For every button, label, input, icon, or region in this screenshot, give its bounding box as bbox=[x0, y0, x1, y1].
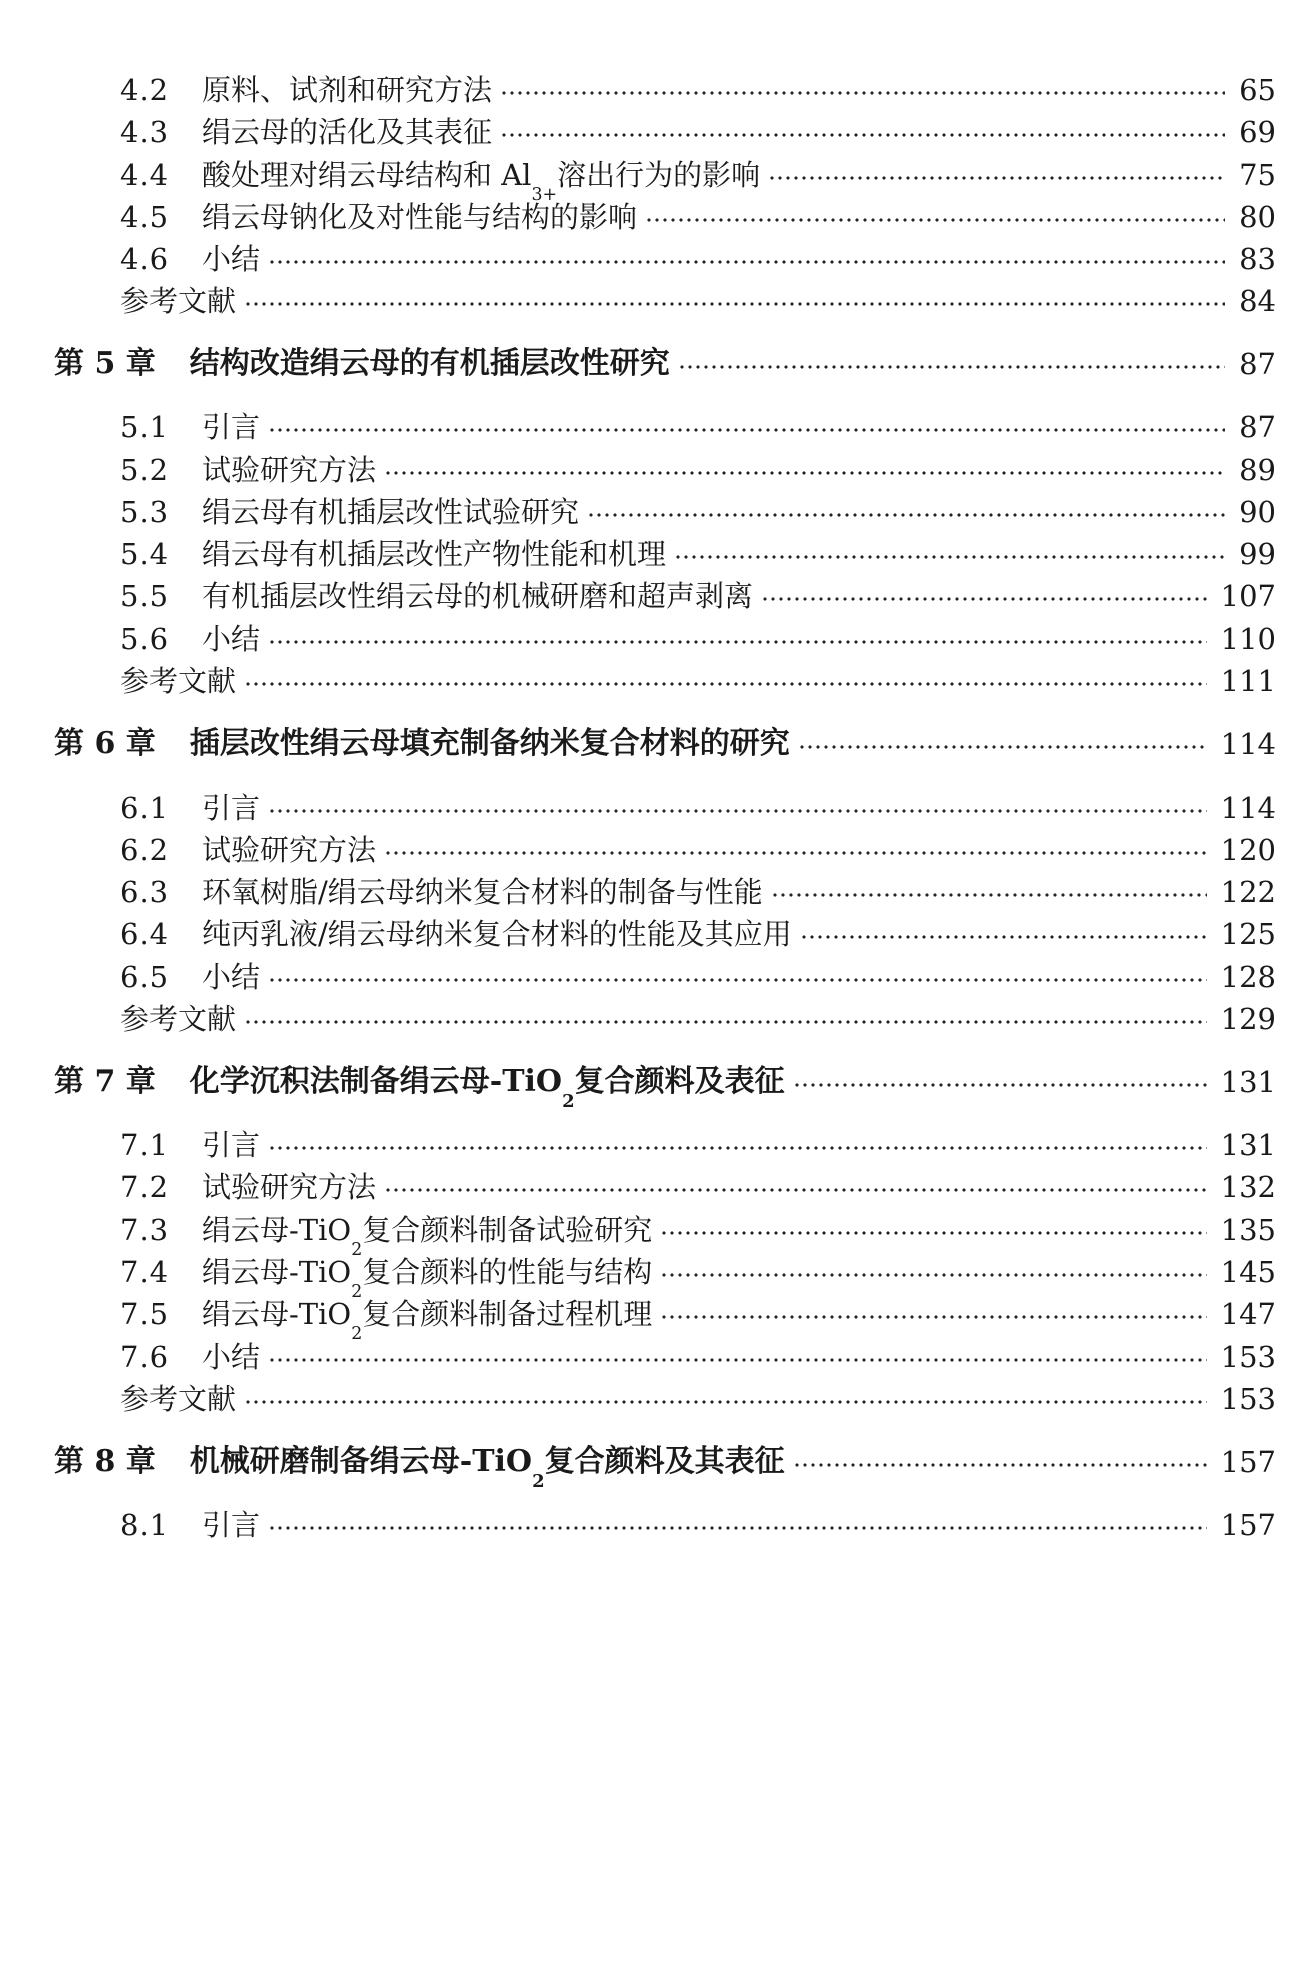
toc-entry-title: 试验研究方法 bbox=[202, 1170, 377, 1204]
toc-entry-number: 7.5 bbox=[120, 1297, 170, 1331]
toc-entry-title: 绢云母-TiO bbox=[202, 1297, 352, 1331]
toc-page-number: 157 bbox=[1220, 1445, 1276, 1479]
toc-entry-heading bbox=[54, 344, 670, 384]
toc-entry-heading bbox=[120, 661, 236, 701]
toc-entry-number: 6.4 bbox=[120, 917, 170, 951]
toc-entry-number: 第 7 章 bbox=[54, 1064, 156, 1099]
toc-entry-title-continued: 复合颜料的性能与结构 bbox=[362, 1255, 653, 1289]
toc-entry-title-continued: 复合颜料及表征 bbox=[574, 1064, 785, 1099]
toc-entry-number: 5.4 bbox=[120, 537, 170, 571]
toc-entry-heading: 7.4 绢云母-TiO 2 复合颜料的性能与结构 bbox=[120, 1252, 652, 1292]
toc-entry-title-continued: 复合颜料制备过程机理 bbox=[362, 1297, 653, 1331]
toc-entry-title: 插层改性绢云母填充制备纳米复合材料的研究 bbox=[189, 726, 790, 761]
toc-entry-title: 机械研磨制备绢云母-TiO bbox=[189, 1444, 533, 1479]
toc-entry-number: 6.5 bbox=[120, 960, 170, 994]
dot-leader bbox=[244, 298, 1225, 310]
toc-page-number: 157 bbox=[1220, 1508, 1276, 1542]
toc-entry-number: 7.2 bbox=[120, 1170, 170, 1204]
dot-leader bbox=[244, 1396, 1207, 1408]
toc-entry-number: 第 5 章 bbox=[54, 346, 156, 381]
toc-entry-title: 酸处理对绢云母结构和 Al bbox=[202, 158, 532, 192]
toc-entry-number: 6.2 bbox=[120, 833, 170, 867]
dot-leader bbox=[793, 1459, 1207, 1471]
toc-references-row[interactable] bbox=[120, 1365, 1276, 1419]
toc-entry-title: 参考文献 bbox=[120, 1382, 237, 1416]
toc-entry-number: 6.1 bbox=[120, 791, 170, 825]
toc-entry-title: 绢云母钠化及对性能与结构的影响 bbox=[202, 200, 638, 234]
toc-entry-number: 8.1 bbox=[120, 1508, 170, 1542]
toc-page-number: 114 bbox=[1220, 791, 1276, 825]
toc-page-number: 80 bbox=[1239, 200, 1276, 234]
toc-page-number: 131 bbox=[1220, 1065, 1276, 1099]
toc-entry-number: 4.4 bbox=[120, 158, 170, 192]
toc-entry-title: 绢云母-TiO bbox=[202, 1213, 352, 1247]
toc-entry-number: 7.4 bbox=[120, 1255, 170, 1289]
toc-entry-heading bbox=[120, 1505, 260, 1545]
toc-entry-heading: 4.4 酸处理对绢云母结构和 Al 3+ 溶出行为的影响 bbox=[120, 155, 760, 195]
toc-entry-title: 小结 bbox=[202, 242, 261, 276]
dot-leader bbox=[800, 931, 1207, 943]
toc-page-number: 87 bbox=[1239, 347, 1276, 381]
dot-leader bbox=[761, 593, 1207, 605]
toc-entry-number: 5.6 bbox=[120, 622, 170, 656]
toc-chapter-row[interactable] bbox=[54, 1048, 1276, 1112]
dot-leader bbox=[660, 1311, 1206, 1323]
toc-entry-title: 小结 bbox=[202, 622, 261, 656]
toc-page-number: 135 bbox=[1220, 1213, 1276, 1247]
toc-entry-heading bbox=[54, 724, 790, 764]
toc-entry-heading bbox=[120, 999, 236, 1039]
toc-entry-title: 试验研究方法 bbox=[202, 453, 377, 487]
toc-page-number: 128 bbox=[1220, 960, 1276, 994]
toc-entry-title: 有机插层改性绢云母的机械研磨和超声剥离 bbox=[202, 579, 754, 613]
toc-page-number: 84 bbox=[1239, 284, 1276, 318]
toc-page-number: 90 bbox=[1239, 495, 1276, 529]
toc-entry-title: 原料、试剂和研究方法 bbox=[202, 73, 493, 107]
toc-page-number: 89 bbox=[1239, 453, 1276, 487]
toc-page-number: 153 bbox=[1220, 1382, 1276, 1416]
toc-entry-title: 引言 bbox=[202, 791, 261, 825]
toc-entry-number: 5.5 bbox=[120, 579, 170, 613]
toc-entry-title-continued: 复合颜料及其表征 bbox=[544, 1444, 785, 1479]
toc-entry-title: 引言 bbox=[202, 1508, 261, 1542]
toc-entry-number: 6.3 bbox=[120, 875, 170, 909]
toc-references-row[interactable] bbox=[120, 985, 1276, 1039]
toc-chapter-row[interactable] bbox=[54, 1428, 1276, 1492]
toc-entry-title: 参考文献 bbox=[120, 1002, 237, 1036]
dot-leader bbox=[268, 424, 1225, 436]
toc-page-number: 65 bbox=[1239, 73, 1276, 107]
toc-page-number: 99 bbox=[1239, 537, 1276, 571]
toc-page-number: 125 bbox=[1220, 917, 1276, 951]
toc-entry-heading bbox=[120, 1379, 236, 1419]
toc-entry-number: 7.6 bbox=[120, 1340, 170, 1374]
toc-page-number: 153 bbox=[1220, 1340, 1276, 1374]
toc-page-number: 114 bbox=[1220, 727, 1276, 761]
toc-entry-number: 5.1 bbox=[120, 410, 170, 444]
toc-chapter-row[interactable] bbox=[54, 330, 1276, 384]
toc-entry-number: 5.2 bbox=[120, 453, 170, 487]
toc-entry-title: 化学沉积法制备绢云母-TiO bbox=[189, 1064, 563, 1099]
toc-entry-title: 小结 bbox=[202, 960, 261, 994]
toc-entry-heading bbox=[120, 281, 236, 321]
toc-page-number: 75 bbox=[1239, 158, 1276, 192]
toc-references-row[interactable] bbox=[120, 267, 1276, 321]
toc-page-number: 107 bbox=[1220, 579, 1276, 613]
dot-leader bbox=[678, 361, 1225, 373]
dot-leader bbox=[798, 741, 1207, 753]
toc-page-number: 110 bbox=[1220, 622, 1276, 656]
toc-page-number: 83 bbox=[1239, 242, 1276, 276]
dot-leader bbox=[500, 129, 1225, 141]
toc-entry-title: 引言 bbox=[202, 1128, 261, 1162]
toc-entry-title: 环氧树脂/绢云母纳米复合材料的制备与性能 bbox=[202, 875, 763, 909]
toc-entry-heading: 7.5 绢云母-TiO 2 复合颜料制备过程机理 bbox=[120, 1294, 652, 1334]
toc-entry-title-continued: 溶出行为的影响 bbox=[557, 158, 761, 192]
toc-entry-title-continued: 复合颜料制备试验研究 bbox=[362, 1213, 653, 1247]
dot-leader bbox=[384, 1184, 1207, 1196]
toc-page-number: 129 bbox=[1220, 1002, 1276, 1036]
dot-leader bbox=[244, 1016, 1207, 1028]
toc-entry-title: 绢云母有机插层改性产物性能和机理 bbox=[202, 537, 667, 571]
toc-entry-title: 绢云母-TiO bbox=[202, 1255, 352, 1289]
toc-entry-title: 参考文献 bbox=[120, 664, 237, 698]
toc-references-row[interactable] bbox=[120, 647, 1276, 701]
dot-leader bbox=[793, 1079, 1207, 1091]
toc-entry-title: 纯丙乳液/绢云母纳米复合材料的性能及其应用 bbox=[202, 917, 792, 951]
toc-entry-heading: 第 8 章 机械研磨制备绢云母-TiO 2 复合颜料及其表征 bbox=[54, 1444, 785, 1492]
toc-entry-title: 试验研究方法 bbox=[202, 833, 377, 867]
toc-page-number: 147 bbox=[1220, 1297, 1276, 1331]
toc-entry-heading: 7.3 绢云母-TiO 2 复合颜料制备试验研究 bbox=[120, 1210, 652, 1250]
toc-entry-title: 小结 bbox=[202, 1340, 261, 1374]
toc-page-number: 69 bbox=[1239, 115, 1276, 149]
toc-entry-number: 第 8 章 bbox=[54, 1444, 156, 1479]
toc-entry-number: 4.2 bbox=[120, 73, 170, 107]
toc-entry-number: 第 6 章 bbox=[54, 726, 156, 761]
toc-entry-title: 参考文献 bbox=[120, 284, 237, 318]
toc-entry-title: 引言 bbox=[202, 410, 261, 444]
toc-entry-number: 7.1 bbox=[120, 1128, 170, 1162]
toc-page-number: 122 bbox=[1220, 875, 1276, 909]
toc-section-row[interactable] bbox=[120, 1491, 1276, 1545]
toc-chapter-row[interactable] bbox=[54, 710, 1276, 764]
toc-page-number: 132 bbox=[1220, 1170, 1276, 1204]
toc-entry-title: 绢云母的活化及其表征 bbox=[202, 115, 493, 149]
toc-entry-number: 7.3 bbox=[120, 1213, 170, 1247]
toc-entry-number: 4.5 bbox=[120, 200, 170, 234]
toc-entry-number: 4.3 bbox=[120, 115, 170, 149]
toc-page-number: 145 bbox=[1220, 1255, 1276, 1289]
toc-entry-title: 绢云母有机插层改性试验研究 bbox=[202, 495, 580, 529]
toc-entry-title: 结构改造绢云母的有机插层改性研究 bbox=[189, 346, 670, 381]
toc-page-number: 120 bbox=[1220, 833, 1276, 867]
toc-page-number: 87 bbox=[1239, 410, 1276, 444]
dot-leader bbox=[244, 678, 1207, 690]
toc-entry-number: 5.3 bbox=[120, 495, 170, 529]
dot-leader bbox=[268, 1522, 1207, 1534]
toc-page-number: 111 bbox=[1220, 664, 1276, 698]
toc-page-number: 131 bbox=[1220, 1128, 1276, 1162]
toc-entry-number: 4.6 bbox=[120, 242, 170, 276]
toc-entry-heading: 第 7 章 化学沉积法制备绢云母-TiO 2 复合颜料及表征 bbox=[54, 1064, 785, 1112]
